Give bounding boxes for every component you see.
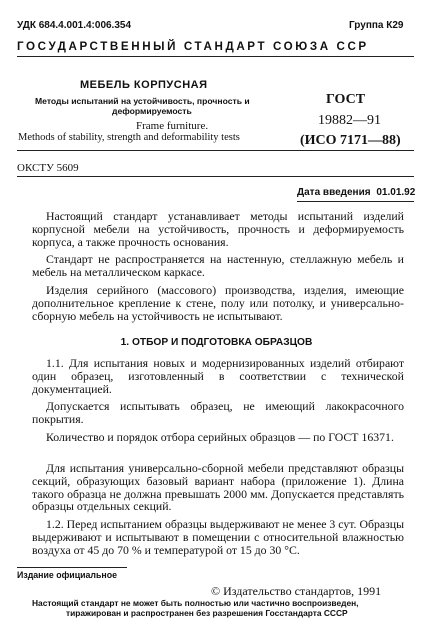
ru-subtitle-line-1: Методы испытаний на устойчивость, прочность и xyxy=(35,96,250,106)
effective-date xyxy=(297,187,415,198)
okstu-divider xyxy=(17,176,414,177)
section-paragraph: Допускается испытывать образец, не имеющий лакокрасочного покрытия. xyxy=(32,399,404,426)
gost-number: 19882—91 xyxy=(318,113,381,128)
header-divider xyxy=(17,56,414,57)
effective-date-label: Дата введения xyxy=(297,187,371,198)
gost-label: ГОСТ xyxy=(326,92,366,107)
standard-banner: ГОСУДАРСТВЕННЫЙ СТАНДАРТ СОЮЗА ССР xyxy=(17,40,369,53)
okstu-code: ОКСТУ 5609 xyxy=(17,162,79,174)
en-subtitle: Methods of stability, strength and deformability tests xyxy=(18,132,240,143)
effective-date-underline xyxy=(297,201,414,202)
intro-paragraph: Изделия серийного (массового) производства, изделия, имеющие дополнительное крепление к стене, полу или потолку, и универсально-сборную мебель на устойчивость не испытывают. xyxy=(32,283,404,323)
reproduction-notice-line-1: Настоящий стандарт не может быть полностью или частично воспроизведен, xyxy=(32,598,359,608)
effective-date-value: 01.01.92 xyxy=(376,187,416,198)
copyright: © Издательство стандартов, 1991 xyxy=(211,584,382,598)
title-divider xyxy=(17,150,414,151)
intro-paragraph: Стандарт не распространяется на настенную, стеллажную мебель и мебель на металлическом каркасе. xyxy=(32,252,404,279)
section-paragraph: 1.2. Перед испытанием образцы выдерживают не менее 3 сут. Образцы выдерживают и испытывают в помещении с относительной влажностью воздуха от 45 до 70 % и температурой от 15 до 30 °С. xyxy=(32,517,404,557)
ru-subtitle-line-2: деформируемость xyxy=(112,106,192,116)
section-heading: 1. ОТБОР И ПОДГОТОВКА ОБРАЗЦОВ xyxy=(120,337,313,348)
footer-rule xyxy=(17,567,127,568)
group-code: Группа К29 xyxy=(349,20,404,31)
iso-reference: (ИСО 7171—88) xyxy=(300,133,401,148)
section-paragraph: Для испытания универсально-сборной мебели представляют образцы секций, образующих базовый вариант набора (приложение 1). Длина такого образца не должна превышать 2000 мм. Допускается представлять образцы отдельных секций. xyxy=(32,461,404,514)
reproduction-notice-line-2: тиражирован и распространен без разрешения Госстандарта СССР xyxy=(66,608,348,618)
section-paragraph: Количество и порядок отбора серийных образцов — по ГОСТ 16371. xyxy=(46,430,394,444)
udk-code: УДК 684.4.001.4:006.354 xyxy=(17,20,132,31)
intro-paragraph: Настоящий стандарт устанавливает методы испытаний изделий корпусной мебели на устойчивость, прочность и деформируемость корпуса, а также прочность основания. xyxy=(32,209,404,249)
section-paragraph: 1.1. Для испытания новых и модернизированных изделий отбирают один образец, изготовленный в соответствии с технической документацией. xyxy=(32,356,404,396)
document-title: МЕБЕЛЬ КОРПУСНАЯ xyxy=(80,79,208,91)
en-title: Frame furniture. xyxy=(136,120,209,132)
official-edition: Издание официальное xyxy=(17,570,117,580)
